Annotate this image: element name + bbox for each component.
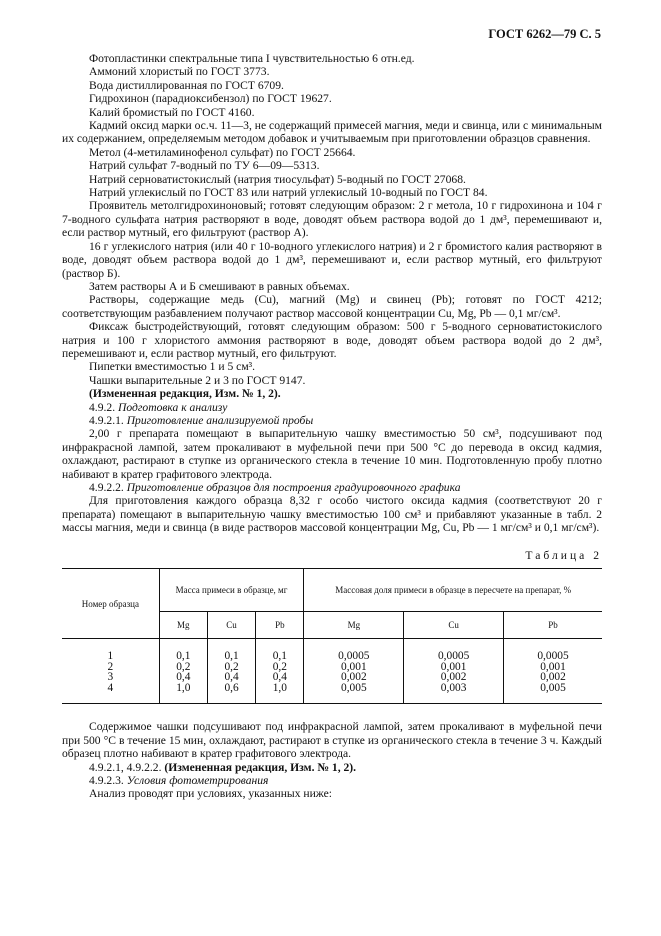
paragraph-text: Фиксаж быстродействующий, готовят следующим образом: 500 г 5-водного серноватистокислого натрия и 100 г хлористого аммония растворяют в воде, доводят объем раствора водой до 2 дм³, перемешивают и, если раствор мутный, его фильтруют.	[62, 320, 602, 360]
table-cell: 0,001	[341, 660, 367, 673]
paragraph	[62, 787, 602, 800]
paragraph-text: Натрий серноватистокислый (натрия тиосульфат) 5-водный по ГОСТ 27068.	[89, 172, 466, 186]
table-cell: 0,4	[224, 671, 239, 684]
table-cell: 0,002	[440, 671, 467, 684]
paragraph	[62, 119, 602, 146]
paragraph	[62, 146, 602, 159]
section-number: 4.9.2.2.	[89, 481, 124, 494]
table-cell: 0,2	[272, 660, 287, 673]
paragraph	[62, 494, 602, 534]
table-row	[62, 639, 602, 704]
table-cell: 0,0005	[437, 650, 470, 663]
paragraph	[62, 106, 602, 119]
paragraph	[62, 374, 602, 387]
paragraph	[62, 199, 602, 239]
paragraph-text: (Измененная редакция, Изм. № 1, 2).	[164, 760, 357, 774]
document-body	[62, 52, 602, 801]
paragraph	[62, 720, 602, 760]
paragraph	[62, 293, 602, 320]
fraction-cu-cell	[404, 639, 504, 704]
paragraph-text: Пипетки вместимостью 1 и 5 см³.	[89, 360, 256, 374]
paragraph-text: Для приготовления каждого образца 8,32 г особо чистого оксида кадмия (соответствуют 20 г препарата) помещают в выпарительную чашку вместимостью 100 см³ и прибавляют указанные в табл. 2 массы магния, меди и свинца (в виде растворов массовой концентрации Mg, Cu, Pb — 1 мг/см³ и 0,1 мг/см³).	[62, 494, 602, 535]
table-cell: 0,4	[176, 671, 191, 684]
table-cell: 0,2	[224, 660, 239, 673]
paragraph-text: (Измененная редакция, Изм. № 1, 2).	[89, 387, 281, 401]
table-cell: 0,002	[341, 671, 367, 684]
mass-cu-cell	[207, 639, 255, 704]
header-mass-group: Масса примеси в образце, мг	[159, 569, 304, 612]
table-cell: 1,0	[272, 681, 287, 694]
paragraph-text: Содержимое чашки подсушивают под инфракрасной лампой, затем прокаливают в муфельной печи при 500 °С в течение 15 мин, охлаждают, растирают в ступке из органического стекла в течение 3 ч. Каждый образец плотно набивают в кратер графитового электрода.	[62, 720, 602, 761]
paragraph-text: Натрий сульфат 7-водный по ТУ 6—09—5313.	[89, 159, 320, 173]
header-fraction-group: Массовая доля примеси в образце в пересчете на препарат, %	[304, 569, 602, 612]
table-cell: 0,001	[540, 660, 566, 673]
table-cell: 0,0005	[537, 650, 569, 663]
paragraph	[62, 427, 602, 481]
table-cell: 0,4	[272, 671, 287, 684]
header-sample-number: Номер образца	[62, 569, 159, 639]
paragraph-text: Гидрохинон (парадиоксибензол) по ГОСТ 19627.	[89, 92, 332, 106]
subheader-mass-cu: Cu	[207, 612, 255, 639]
paragraph	[62, 173, 602, 186]
table-cell: 0,003	[440, 681, 467, 694]
fraction-pb-cell	[504, 639, 602, 704]
table-cell: 0,0005	[338, 650, 370, 663]
paragraph-text: Анализ проводят при условиях, указанных ниже:	[89, 787, 333, 801]
paragraph-text: Натрий углекислый по ГОСТ 83 или натрий углекислый 10-водный по ГОСТ 84.	[89, 186, 488, 200]
table-cell: 2	[107, 660, 114, 673]
mass-pb-cell	[256, 639, 304, 704]
paragraph-text: Кадмий оксид марки ос.ч. 11—3, не содержащий примесей магния, меди и свинца, или с минимальным их содержанием, определяемым методом добавок и учитываемым при приготовлении образцов сравнения.	[62, 119, 602, 146]
section-number: 4.9.2.1, 4.9.2.2.	[89, 760, 162, 774]
paragraph	[62, 186, 602, 199]
subheader-fraction-pb: Pb	[504, 612, 602, 639]
paragraph	[62, 65, 602, 78]
data-table	[62, 568, 602, 704]
section-number: 4.9.2.1.	[89, 413, 124, 427]
paragraph	[62, 774, 602, 787]
paragraph	[62, 280, 602, 293]
fraction-mg-cell	[304, 639, 404, 704]
table-cell: 3	[107, 671, 114, 684]
paragraph	[62, 387, 602, 400]
subheader-fraction-cu: Cu	[404, 612, 504, 639]
table-cell: 0,001	[440, 660, 467, 673]
sample-number-cell	[62, 639, 159, 704]
paragraph	[62, 240, 602, 280]
paragraph-text: Растворы, содержащие медь (Cu), магний (Mg) и свинец (Pb); готовят по ГОСТ 4212; соответствующим разбавлением получают раствор массовой концентрации Cu, Mg, Pb — 0,1 мг/см³.	[62, 293, 602, 320]
section-heading: Условия фотометрирования	[126, 774, 269, 788]
table-cell: 0,1	[176, 650, 191, 663]
mass-mg-cell	[159, 639, 207, 704]
table-cell: 0,002	[540, 671, 566, 684]
table-cell: 0,1	[272, 650, 287, 663]
table-cell: 0,005	[540, 681, 566, 694]
paragraph-text: Метол (4-метиламинофенол сульфат) по ГОСТ 25664.	[89, 145, 356, 159]
paragraph-text: Аммоний хлористый по ГОСТ 3773.	[89, 65, 270, 79]
paragraph-text: Фотопластинки спектральные типа I чувствительностью 6 отн.ед.	[89, 52, 415, 65]
section-number: 4.9.2.	[89, 400, 116, 414]
paragraph	[62, 481, 602, 494]
table-cell: 1	[107, 650, 114, 663]
paragraph	[62, 159, 602, 172]
paragraph	[62, 401, 602, 414]
paragraph-text: Проявитель метолгидрохиноновый; готовят следующим образом: 2 г метола, 10 г гидрохинона и 104 г 7-водного сульфата натрия растворяют в воде, доводят объем раствора водой до 1 дм³, перемешивают и, если раствор мутный, его фильтруют (раствор А).	[62, 199, 602, 240]
table-cell: 1,0	[176, 681, 191, 694]
paragraph	[62, 414, 602, 427]
paragraph	[62, 320, 602, 360]
section-heading: Приготовление образцов для построения градуировочного графика	[126, 481, 461, 494]
paragraph-text: 2,00 г препарата помещают в выпарительную чашку вместимостью 50 см³, подсушивают под инфракрасной лампой, затем прокаливают в муфельной печи при 500 °С до перевода в оксид кадмия, охлаждают, растирают в ступке из органического стекла в течение 10 мин. Подготовленную пробу плотно набивают в кратер графитового электрода.	[62, 427, 602, 481]
paragraph	[62, 761, 602, 774]
section-heading: Приготовление анализируемой пробы	[126, 413, 314, 427]
paragraphs-after-table	[62, 720, 602, 800]
subheader-mass-mg: Mg	[159, 612, 207, 639]
paragraph-text: Затем растворы А и Б смешивают в равных объемах.	[89, 279, 350, 293]
section-number: 4.9.2.3.	[89, 774, 124, 788]
table-cell: 0,1	[224, 650, 239, 663]
table-cell: 0,2	[176, 660, 191, 673]
page-header: ГОСТ 6262—79 С. 5	[488, 27, 601, 41]
subheader-mass-pb: Pb	[256, 612, 304, 639]
paragraph-text: Чашки выпарительные 2 и 3 по ГОСТ 9147.	[89, 373, 306, 387]
paragraph	[62, 79, 602, 92]
table-cell: 4	[107, 681, 114, 694]
paragraph-text: Вода дистиллированная по ГОСТ 6709.	[89, 78, 284, 92]
paragraph	[62, 92, 602, 105]
table-cell: 0,6	[224, 681, 239, 694]
table-cell: 0,005	[341, 681, 367, 694]
paragraph-text: 16 г углекислого натрия (или 40 г 10-водного углекислого натрия) и 2 г бромистого калия растворяют в воде, доводят объем раствора водой до 1 дм³, перемешивают и, если раствор мутный, его фильтруют (раствор Б).	[62, 239, 602, 280]
subheader-fraction-mg: Mg	[304, 612, 404, 639]
paragraphs-before-table	[62, 52, 602, 535]
paragraph	[62, 52, 602, 65]
section-heading: Подготовка к анализу	[118, 400, 228, 414]
paragraph-text: Калий бромистый по ГОСТ 4160.	[89, 105, 255, 119]
paragraph	[62, 360, 602, 373]
table-caption: Таблица 2	[525, 548, 602, 562]
